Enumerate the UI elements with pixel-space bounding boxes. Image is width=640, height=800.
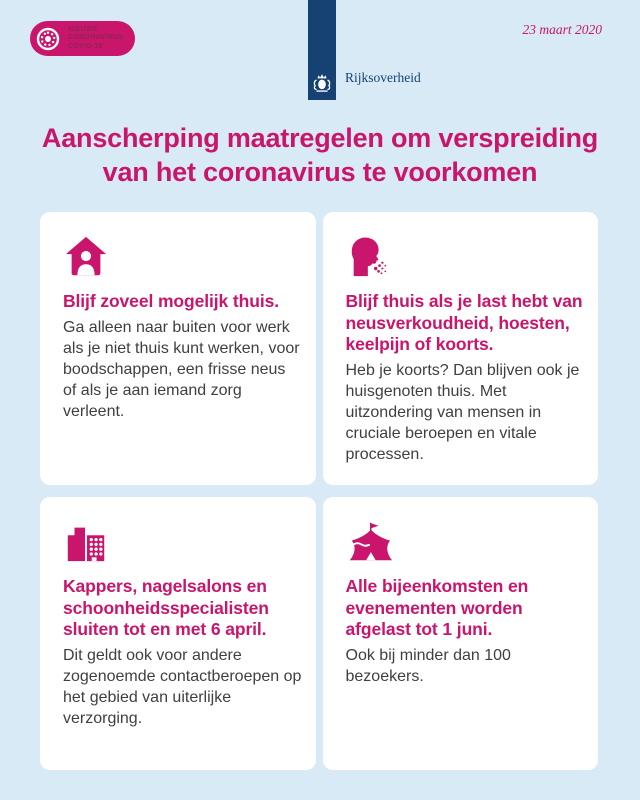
badge-text: [68, 26, 123, 52]
card-heading: Blijf thuis als je last hebt van neusverkoudheid, hoesten, keelpijn of koorts.: [345, 291, 583, 354]
card-contact-professions: [40, 497, 316, 770]
badge-line: COVID-19: [68, 42, 103, 50]
card-body: Ook bij minder dan 100 bezoekers.: [345, 646, 511, 685]
card-heading: Blijf zoveel mogelijk thuis.: [63, 291, 279, 311]
card-heading: Kappers, nagelsalons en schoonheidsspecialisten sluiten tot en met 6 april.: [63, 576, 269, 639]
badge-line: CORONAVIRUS: [68, 34, 124, 42]
page-title-line1: Aanscherping maatregelen om verspreiding: [41, 123, 599, 153]
event-tent-icon: [346, 519, 392, 565]
date-label: 23 maart 2020: [522, 22, 602, 37]
buildings-icon: [63, 519, 109, 565]
coronavirus-badge: [30, 21, 135, 56]
home-person-icon: [63, 234, 109, 280]
dutch-coat-of-arms-icon: [311, 71, 333, 95]
card-stay-home: [40, 212, 316, 485]
measures-grid: [40, 212, 598, 770]
card-body: Ga alleen naar buiten voor werk als je niet thuis kunt werken, voor boodschappen, een frisse neus of als je aan iemand zorg verleent.: [63, 318, 300, 420]
sneezing-person-icon: [346, 234, 392, 280]
page-title: [0, 121, 640, 189]
card-body: Dit geldt ook voor andere zogenoemde contactberoepen op het gebied van uiterlijke verzorging.: [63, 646, 302, 727]
card-heading: Alle bijeenkomsten en evenementen worden afgelast tot 1 juni.: [345, 576, 529, 639]
card-body: Heb je koorts? Dan blijven ook je huisgenoten thuis. Met uitzondering van mensen in cruciale beroepen en vitale processen.: [345, 361, 580, 463]
virus-icon: [34, 25, 62, 53]
page-title-line2: van het coronavirus te voorkomen: [102, 157, 538, 187]
logo-ribbon: [308, 0, 336, 100]
badge-line: NIEUWE: [68, 25, 98, 33]
card-events-cancelled: [323, 497, 599, 770]
logo-wordmark: Rijksoverheid: [345, 70, 421, 85]
card-stay-home-symptoms: [323, 212, 599, 485]
